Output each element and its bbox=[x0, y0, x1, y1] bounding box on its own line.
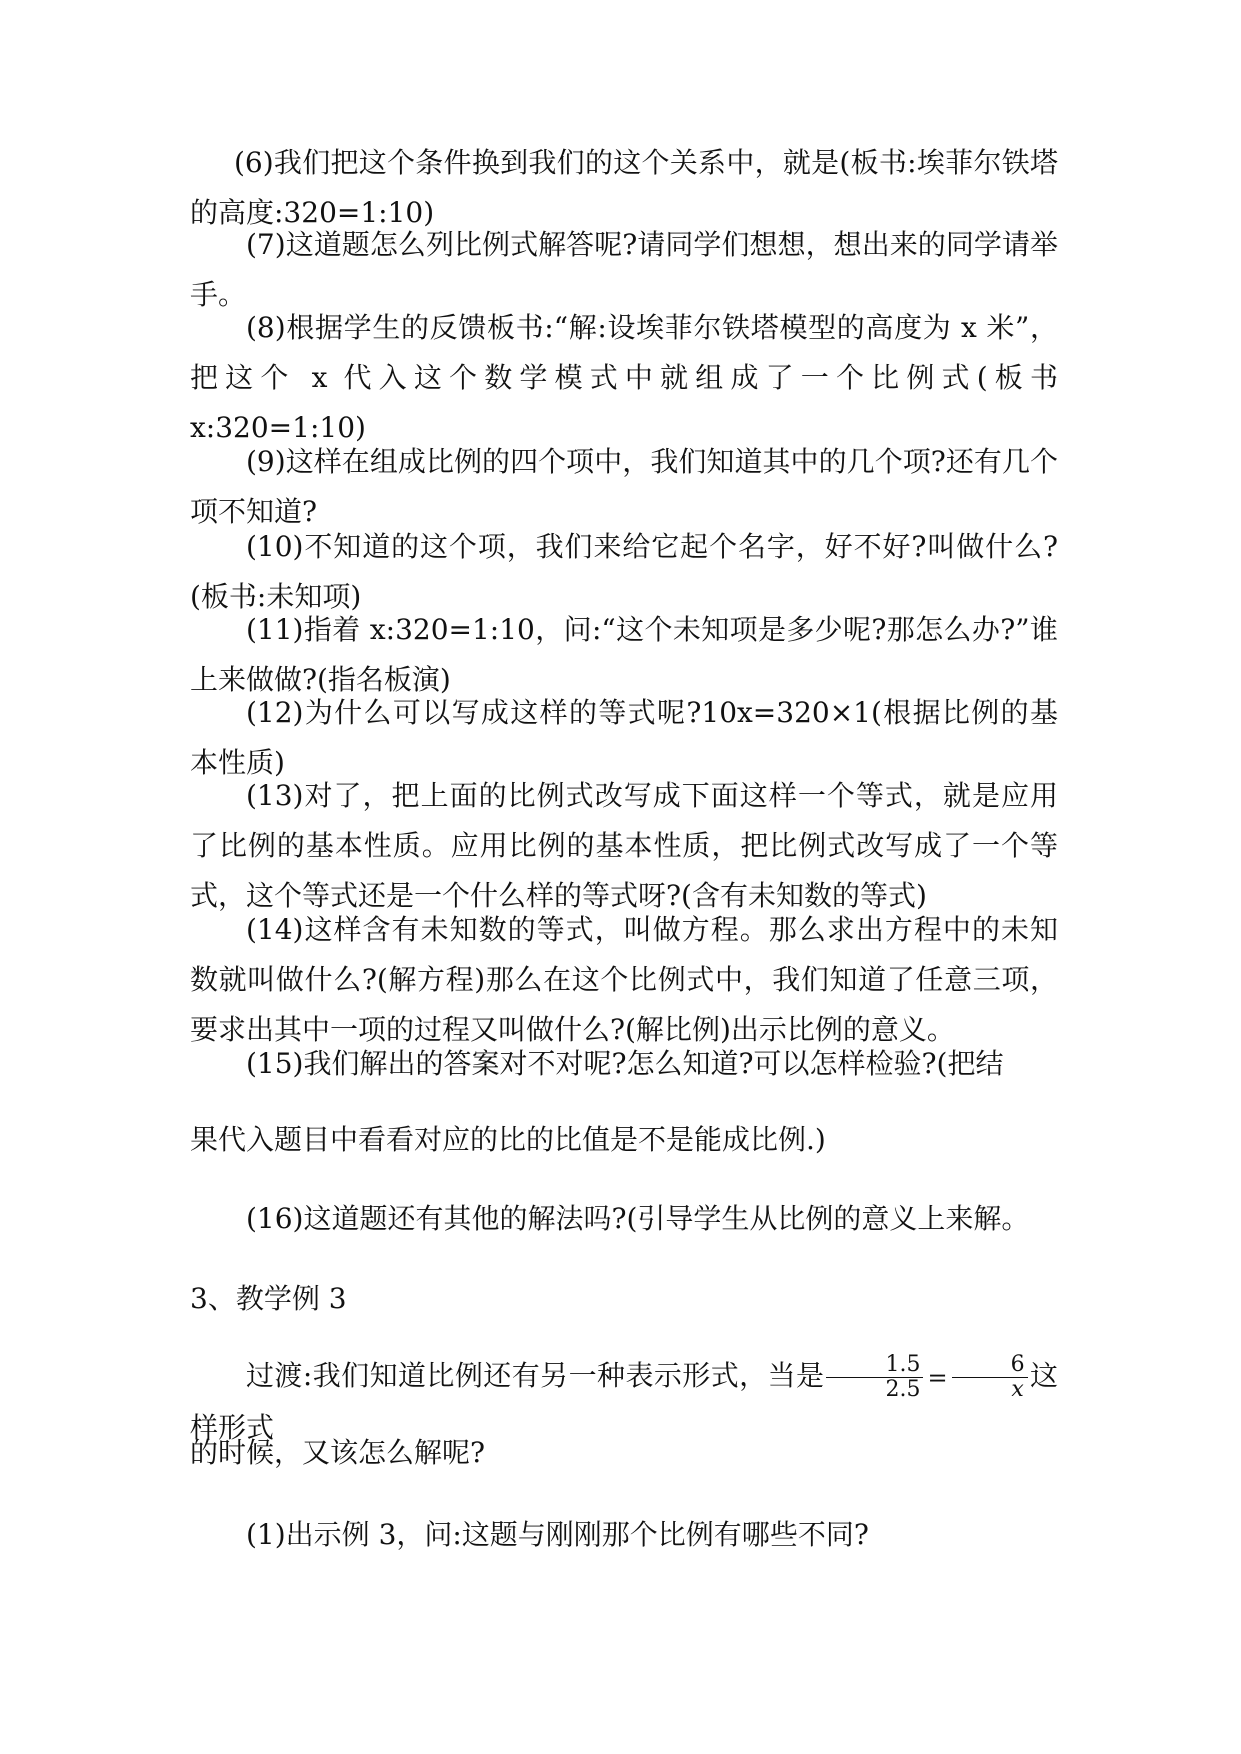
paragraph-11: (11)指着 x:320=1:10，问:“这个未知项是多少呢?那怎么办?”谁上来做做?(指名板演) bbox=[190, 613, 1058, 696]
paragraph-9: (9)这样在组成比例的四个项中，我们知道其中的几个项?还有几个项不知道? bbox=[190, 445, 1058, 528]
fraction-2-numerator: 6 bbox=[952, 1353, 1028, 1378]
paragraph-15-continuation: 果代入题目中看看对应的比的比值是不是能成比例.) bbox=[190, 1123, 826, 1156]
paragraph-14: (14)这样含有未知数的等式，叫做方程。那么求出方程中的未知数就叫做什么?(解方程)那么在这个比例式中，我们知道了任意三项，要求出其中一项的过程又叫做什么?(解比例)出示比例的意义。 bbox=[190, 913, 1058, 1046]
paragraph-16: (16)这道题还有其他的解法吗?(引导学生从比例的意义上来解。 bbox=[246, 1202, 1030, 1235]
section-heading: 3、教学例 3 bbox=[190, 1282, 347, 1315]
paragraph-8: (8)根据学生的反馈板书:“解:设埃菲尔铁塔模型的高度为 x 米”，把这个 x 代入这个数学模式中就组成了一个比例式(板书 x:320=1:10) bbox=[190, 311, 1058, 444]
equals-sign: = bbox=[927, 1363, 948, 1392]
paragraph-6: (6)我们把这个条件换到我们的这个关系中，就是(板书:埃菲尔铁塔的高度:320=1:10) bbox=[190, 146, 1058, 229]
paragraph-13: (13)对了，把上面的比例式改写成下面这样一个等式，就是应用了比例的基本性质。应用比例的基本性质，把比例式改写成了一个等式，这个等式还是一个什么样的等式呀?(含有未知数的等式) bbox=[190, 779, 1058, 912]
fraction-1-denominator: 2.5 bbox=[885, 1377, 921, 1402]
fraction-2 bbox=[952, 1353, 1028, 1402]
example-3-item-1: (1)出示例 3，问:这题与刚刚那个比例有哪些不同? bbox=[246, 1518, 869, 1551]
fraction-1-numerator: 1.5 bbox=[826, 1353, 923, 1378]
paragraph-12: (12)为什么可以写成这样的等式呢?10x=320×1(根据比例的基本性质) bbox=[190, 696, 1058, 779]
paragraph-15: (15)我们解出的答案对不对呢?怎么知道?可以怎样检验?(把结 bbox=[246, 1047, 1004, 1080]
transition-text-before: 过渡:我们知道比例还有另一种表示形式，当是 bbox=[246, 1359, 825, 1392]
fraction-2-denominator: x bbox=[1011, 1377, 1024, 1402]
transition-continuation: 的时候，又该怎么解呢? bbox=[190, 1436, 486, 1469]
paragraph-10: (10)不知道的这个项，我们来给它起个名字，好不好?叫做什么?(板书:未知项) bbox=[190, 530, 1058, 613]
paragraph-7: (7)这道题怎么列比例式解答呢?请同学们想想，想出来的同学请举手。 bbox=[190, 228, 1058, 311]
transition-text-after: 这样形式 bbox=[190, 1359, 1058, 1444]
fraction-1 bbox=[826, 1353, 923, 1402]
